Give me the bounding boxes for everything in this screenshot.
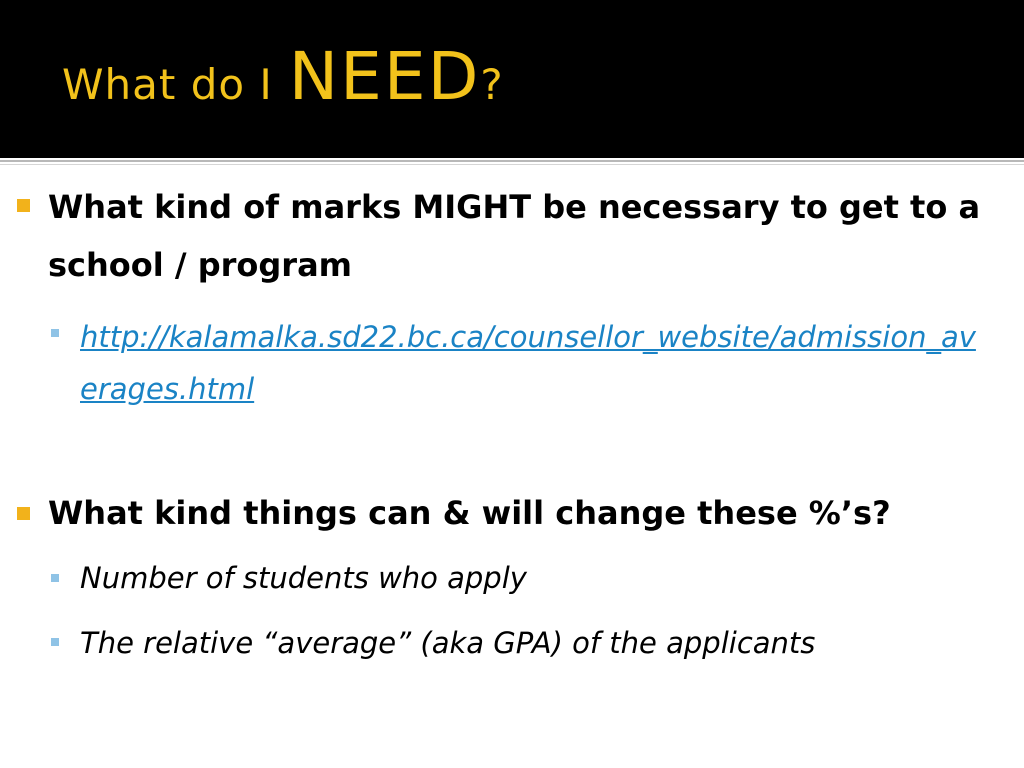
bullet-marker-2 [17, 507, 30, 520]
bullet-marker-1 [17, 199, 30, 212]
bullet-1-text: What kind of marks MIGHT be necessary to get to a school / program [48, 188, 981, 284]
admission-averages-link[interactable]: http://kalamalka.sd22.bc.ca/counsellor_website/admission_averages.html [80, 320, 976, 406]
sub-bullet-2-1-text: Number of students who apply [80, 561, 527, 595]
title-part-3: ? [480, 60, 503, 109]
sub-bullet-marker-1-1 [51, 329, 59, 337]
sub-bullet-marker-2-1 [51, 574, 59, 582]
bullet-2-text: What kind things can & will change these %’s? [48, 494, 891, 532]
title-part-2: NEED [288, 38, 481, 115]
sub-bullet-2-2-text: The relative “average” (aka GPA) of the applicants [80, 626, 816, 660]
sub-bullet-marker-2-2 [51, 638, 59, 646]
title-part-1: What do I [62, 60, 273, 109]
